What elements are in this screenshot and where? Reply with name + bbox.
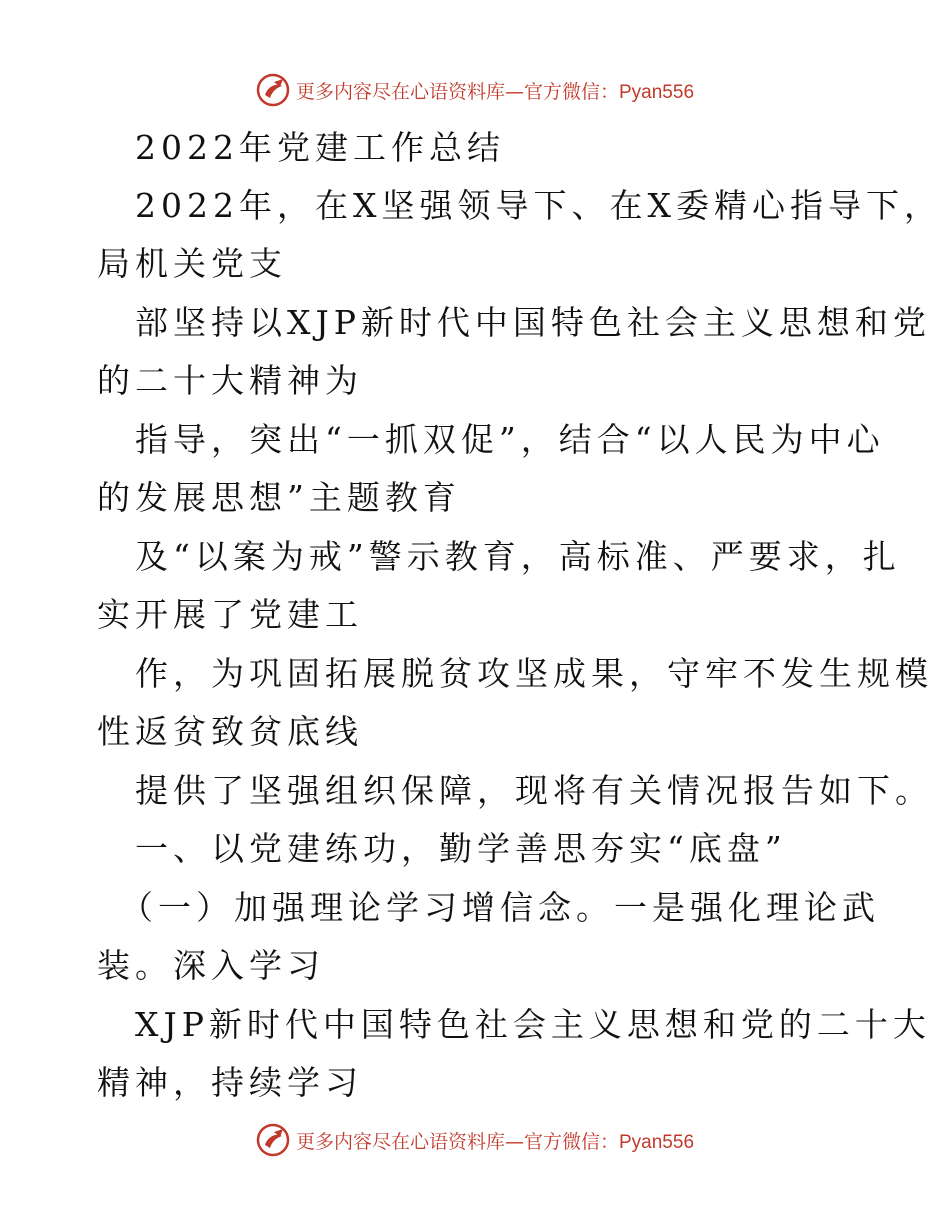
paragraph-line: 实开展了党建工 [97,595,363,634]
paragraph-line: 指导，突出“一抓双促”，结合“以人民为中心 [135,420,885,459]
paragraph-line: XJP新时代中国特色社会主义思想和党的二十大 [135,1005,931,1044]
paragraph-line: 装。深入学习 [97,946,325,985]
footer-watermark [0,1120,950,1160]
watermark-wechat-id: Pyan556 [619,1131,695,1153]
document-title: 2022年党建工作总结 [135,128,505,167]
subsection-heading: （一）加强理论学习增信念。一是强化理论武 [120,888,880,927]
paragraph-line: 部坚持以XJP新时代中国特色社会主义思想和党 [135,303,931,342]
watermark-text: 更多内容尽在心语资料库—官方微信：Pyan556 [295,1130,695,1153]
paragraph-line: 精神，持续学习 [97,1063,363,1102]
section-heading: 一、以党建练功，勤学善思夯实“底盘” [135,829,787,868]
paragraph-line: 局机关党支 [97,244,287,283]
paragraph-line: 性返贫致贫底线 [97,712,363,751]
watermark-logo-icon [256,1123,290,1157]
watermark-text: 更多内容尽在心语资料库—官方微信：Pyan556 [295,80,695,103]
paragraph-line: 提供了坚强组织保障，现将有关情况报告如下。 [135,771,933,810]
paragraph-line: 的发展思想”主题教育 [97,478,461,517]
watermark-wechat-id: Pyan556 [619,81,695,103]
watermark-logo-icon [256,73,290,107]
header-watermark [0,70,950,110]
paragraph-line: 2022年，在X坚强领导下、在X委精心指导下， [135,186,942,225]
paragraph-line: 作，为巩固拓展脱贫攻坚成果，守牢不发生规模 [135,654,933,693]
paragraph-line: 的二十大精神为 [97,361,363,400]
paragraph-line: 及“以案为戒”警示教育，高标准、严要求，扎 [135,537,901,576]
